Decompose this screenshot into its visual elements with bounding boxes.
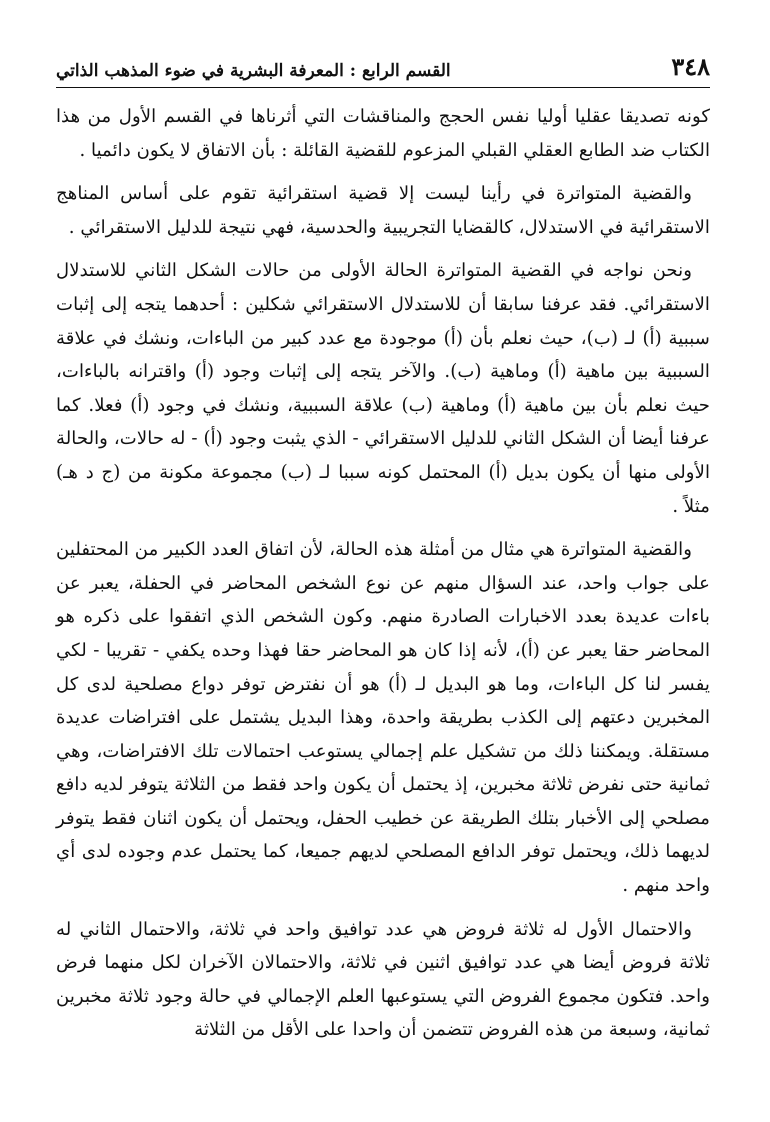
paragraph: والقضية المتواترة في رأينا ليست إلا قضية استقرائية تقوم على أساس المناهج الاستقرائية في الاستدلال، كالقضايا التجريبية والحدسية، فهي نتيجة للدليل الاستقرائي . bbox=[56, 183, 710, 238]
paragraph: ونحن نواجه في القضية المتواترة الحالة الأولى من حالات الشكل الثاني للاستدلال الاستقرائي. فقد عرفنا سابقا أن للاستدلال الاستقرائي شكلين : أحدهما يتجه إلى إثبات سببية (أ) لـ (ب)، حيث نعلم بأن (أ) موجودة مع عدد كبير من الباءات، ونشك في علاقة السببية بين ماهية (أ) وماهية (ب). والآخر يتجه إلى إثبات وجود (أ) واقترانه بالباءات، حيث نعلم بأن بين ماهية (أ) وماهية (ب) علاقة السببية، ونشك في وجود (أ) فعلا. كما عرفنا أيضا أن الشكل الثاني للدليل الاستقرائي - الذي يثبت وجود (أ) - له حالات، والحالة الأولى منها أن يكون بديل (أ) المحتمل كونه سببا لـ (ب) مجموعة مكونة من (ج د هـ) مثلاً . bbox=[56, 260, 710, 517]
paragraph: كونه تصديقا عقليا أوليا نفس الحجج والمناقشات التي أثرناها في القسم الأول من هذا الكتاب ضد الطابع العقلي القبلي المزعوم للقضية القائلة : بأن الاتفاق لا يكون دائميا . bbox=[56, 106, 710, 161]
running-title: القسم الرابع : المعرفة البشرية في ضوء المذهب الذاتي bbox=[56, 61, 451, 81]
paragraph: والاحتمال الأول له ثلاثة فروض هي عدد توافيق واحد في ثلاثة، والاحتمال الثاني له ثلاثة فروض أيضا هي عدد توافيق اثنين في ثلاثة، والاحتمالان الآخران لكل منهما فرض واحد. فتكون مجموع الفروض التي يستوعبها العلم الإجمالي في حالة وجود ثلاثة مخبرين ثمانية، وسبعة من هذه الفروض تتضمن أن واحدا على الأقل من الثلاثة bbox=[56, 918, 710, 1041]
body-text bbox=[56, 100, 710, 1047]
page-number: ٣٤٨ bbox=[671, 52, 710, 81]
paragraph: والقضية المتواترة هي مثال من أمثلة هذه الحالة، لأن اتفاق العدد الكبير من المحتفلين على جواب واحد، عند السؤال منهم عن نوع الشخص المحاضر في الحفلة، يعبر عن باءات عديدة بعدد الاخبارات الصادرة منهم. وكون الشخص الذي اتفقوا على ذكره هو المحاضر حقا يعبر عن (أ)، لأنه إذا كان هو المحاضر حقا فهذا وحده يكفي - تقريبا - لكي يفسر لنا كل الباءات، وما هو البديل لـ (أ) هو أن نفترض توفر دواع مصلحية لدى كل المخبرين دعتهم إلى الكذب بطريقة واحدة، وهذا البديل يشتمل على افتراضات عديدة مستقلة. ويمكننا ذلك من تشكيل علم إجمالي يستوعب احتمالات تلك الافتراضات، وهي ثمانية حتى نفرض ثلاثة مخبرين، إذ يحتمل أن يكون واحد فقط من الثلاثة يتوفر لديه دافع مصلحي إلى الأخبار بتلك الطريقة عن خطيب الحفل، ويحتمل أن يكون اثنان فقط يتوفر لديهما ذلك، ويحتمل توفر الدافع المصلحي لديهم جميعا، كما يحتمل عدم وجوده لدى أي واحد منهم . bbox=[56, 539, 710, 897]
page-header bbox=[56, 48, 710, 88]
